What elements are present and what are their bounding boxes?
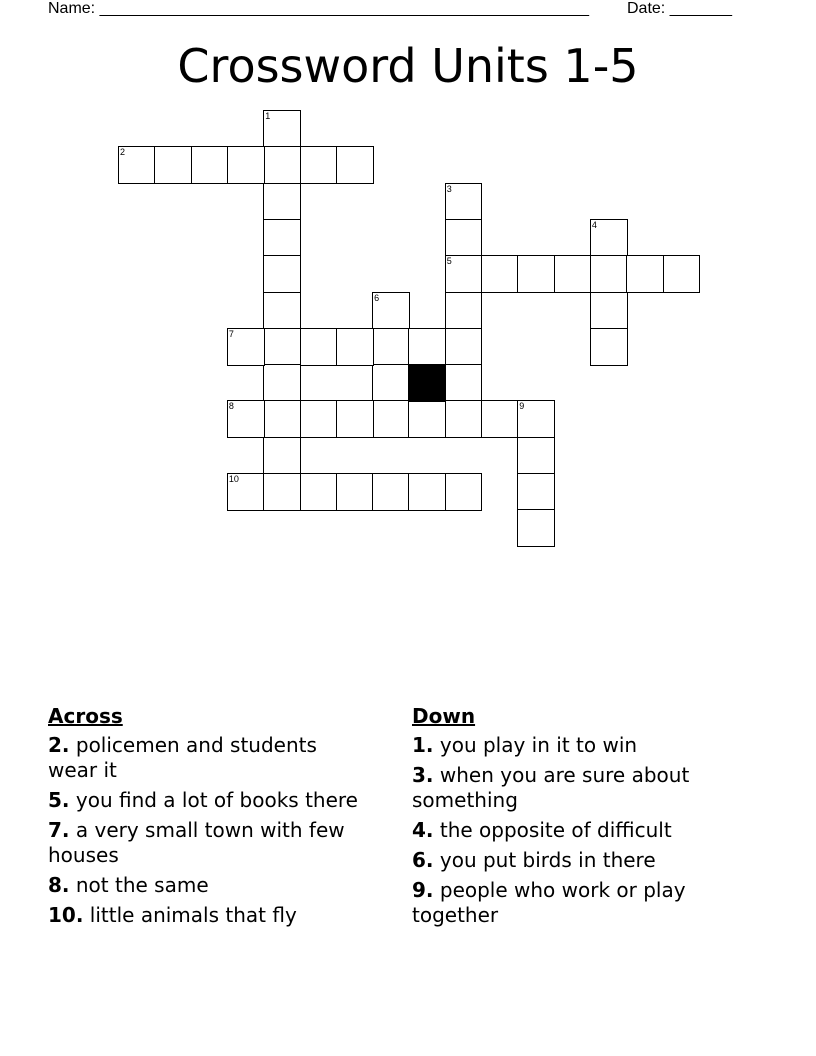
grid-cell[interactable] <box>336 473 374 511</box>
cell-number: 9 <box>519 401 525 412</box>
clue-number: 6. <box>412 848 434 872</box>
grid-cell[interactable] <box>445 292 483 330</box>
clue-text: little animals that fly <box>89 903 297 927</box>
grid-cell[interactable] <box>517 437 555 475</box>
grid-cell[interactable] <box>336 146 374 184</box>
clue-text: when you are sure about something <box>412 763 690 812</box>
grid-cell[interactable] <box>481 255 519 293</box>
grid-cell[interactable] <box>263 364 301 402</box>
clue-item <box>48 788 368 813</box>
clue-item <box>48 873 368 898</box>
grid-cell[interactable] <box>227 400 265 438</box>
grid-cell[interactable] <box>336 400 374 438</box>
grid-cell[interactable] <box>517 473 555 511</box>
clue-text: people who work or play together <box>412 878 686 927</box>
cell-number: 1 <box>265 111 271 121</box>
clue-text: policemen and students wear it <box>48 733 317 782</box>
clue-item <box>48 818 368 868</box>
grid-cell[interactable] <box>372 364 410 402</box>
grid-cell[interactable] <box>445 255 483 293</box>
clue-item <box>412 818 752 843</box>
clue-item <box>412 733 752 758</box>
clue-number: 9. <box>412 878 434 902</box>
date-blank[interactable]: _______ <box>669 0 732 17</box>
grid-cell[interactable] <box>590 328 628 366</box>
grid-cell[interactable] <box>118 146 156 184</box>
grid-cell[interactable] <box>372 473 410 511</box>
grid-cell[interactable] <box>372 292 410 330</box>
grid-cell[interactable] <box>590 255 628 293</box>
cell-number: 7 <box>228 328 234 339</box>
grid-cell[interactable] <box>445 219 483 257</box>
name-field[interactable] <box>48 0 589 18</box>
grid-cell[interactable] <box>263 400 301 438</box>
clue-text: not the same <box>75 873 209 897</box>
grid-cell[interactable] <box>263 473 301 511</box>
clue-number: 10. <box>48 903 84 927</box>
down-clues <box>412 704 752 933</box>
grid-cell[interactable] <box>445 400 483 438</box>
grid-cell[interactable] <box>191 146 229 184</box>
grid-cell[interactable] <box>445 183 483 221</box>
name-label: Name: <box>48 0 96 17</box>
grid-cell[interactable] <box>263 255 301 293</box>
grid-cell[interactable] <box>227 473 265 511</box>
across-clues <box>48 704 368 933</box>
clue-number: 8. <box>48 873 70 897</box>
clue-item <box>48 733 368 783</box>
grid-cell[interactable] <box>372 328 410 366</box>
grid-cell[interactable] <box>263 292 301 330</box>
grid-cell[interactable] <box>408 328 446 366</box>
grid-cell[interactable] <box>445 473 483 511</box>
page-title: Crossword Units 1-5 <box>177 39 639 93</box>
black-cell <box>408 364 446 402</box>
grid-cell[interactable] <box>154 146 192 184</box>
cell-number: 8 <box>228 401 234 412</box>
grid-cell[interactable] <box>300 473 338 511</box>
across-heading: Across <box>48 704 123 728</box>
grid-cell[interactable] <box>408 400 446 438</box>
cell-number: 5 <box>446 256 452 267</box>
grid-cell[interactable] <box>300 400 338 438</box>
grid-cell[interactable] <box>336 328 374 366</box>
grid-cell[interactable] <box>517 255 555 293</box>
grid-cell[interactable] <box>663 255 701 293</box>
grid-cell[interactable] <box>263 437 301 475</box>
down-heading: Down <box>412 704 476 728</box>
clue-text: a very small town with few houses <box>48 818 345 867</box>
date-label: Date: <box>627 0 666 17</box>
clue-item <box>48 903 368 928</box>
grid-cell[interactable] <box>590 219 628 257</box>
cell-number: 2 <box>120 147 126 158</box>
clue-text: you play in it to win <box>439 733 638 757</box>
clue-number: 4. <box>412 818 434 842</box>
grid-cell[interactable] <box>263 110 301 148</box>
grid-cell[interactable] <box>517 509 555 547</box>
cell-number: 4 <box>591 219 597 230</box>
grid-cell[interactable] <box>263 219 301 257</box>
grid-cell[interactable] <box>263 183 301 221</box>
clue-number: 3. <box>412 763 434 787</box>
grid-cell[interactable] <box>300 146 338 184</box>
name-blank[interactable]: _______________________________________________________ <box>99 0 589 17</box>
grid-cell[interactable] <box>300 328 338 366</box>
grid-cell[interactable] <box>372 400 410 438</box>
grid-cell[interactable] <box>408 473 446 511</box>
clue-number: 7. <box>48 818 70 842</box>
clue-text: you put birds in there <box>439 848 656 872</box>
grid-cell[interactable] <box>517 400 555 438</box>
cell-number: 3 <box>446 183 452 194</box>
clue-text: the opposite of difficult <box>439 818 672 842</box>
cell-number: 6 <box>374 292 380 303</box>
clue-item <box>412 848 752 873</box>
cell-number: 10 <box>228 474 239 484</box>
grid-cell[interactable] <box>626 255 664 293</box>
grid-cell[interactable] <box>445 328 483 366</box>
clue-text: you find a lot of books there <box>75 788 358 812</box>
clue-number: 2. <box>48 733 70 757</box>
grid-cell[interactable] <box>263 146 301 184</box>
clue-number: 5. <box>48 788 70 812</box>
grid-cell[interactable] <box>481 400 519 438</box>
grid-cell[interactable] <box>554 255 592 293</box>
clue-number: 1. <box>412 733 434 757</box>
grid-cell[interactable] <box>263 328 301 366</box>
clue-item <box>412 763 752 813</box>
grid-cell[interactable] <box>445 364 483 402</box>
grid-cell[interactable] <box>227 328 265 366</box>
grid-cell[interactable] <box>227 146 265 184</box>
grid-cell[interactable] <box>590 292 628 330</box>
clue-item <box>412 878 752 928</box>
date-field[interactable] <box>627 0 732 18</box>
